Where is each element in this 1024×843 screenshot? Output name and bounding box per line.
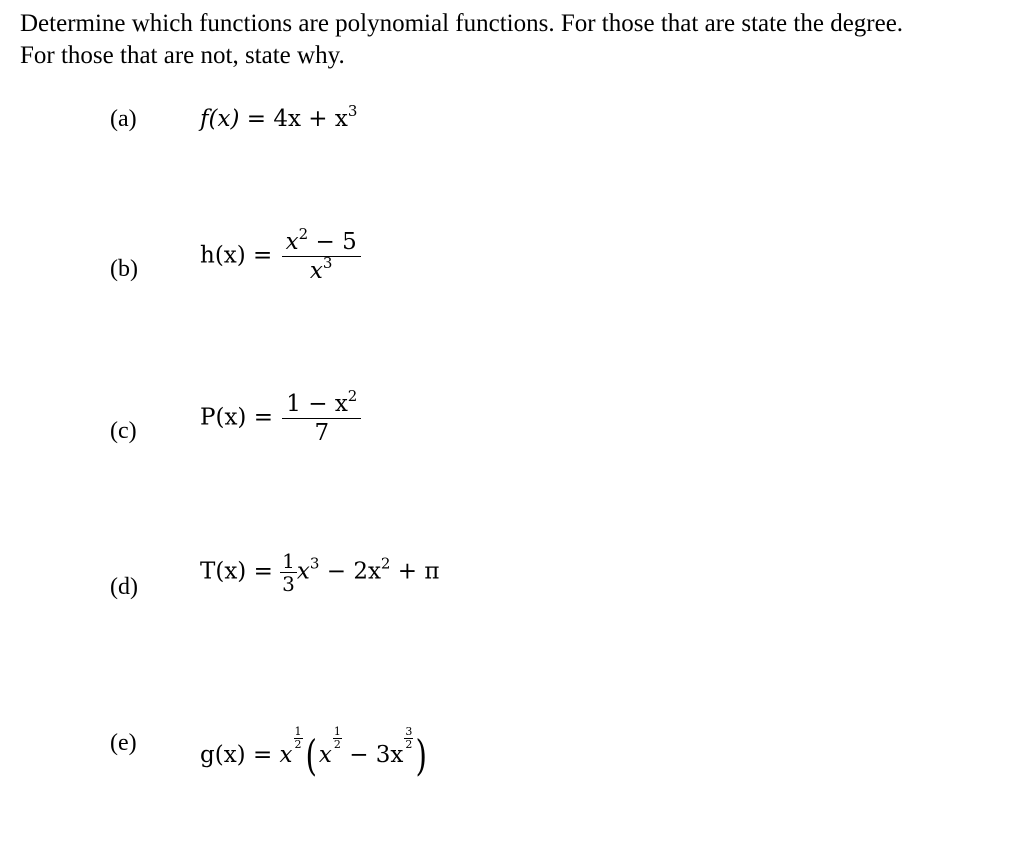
fraction [282,387,361,447]
problem-d [0,548,1024,668]
den-base: x [309,258,323,284]
denominator: 7 [314,420,330,446]
function-expression [200,102,358,132]
fraction [282,225,361,285]
num-rest: − 5 [308,229,357,255]
coefficient-fraction [280,550,297,595]
inner-exp2-den: 2 [405,738,413,751]
num-exponent: 2 [347,387,358,405]
problem-label: (d) [110,574,138,600]
num-base: x [285,229,299,255]
problem-label: (e) [110,730,137,756]
lhs: f(x) = [200,106,267,132]
problem-b [0,225,1024,348]
lhs: T(x) = [200,558,273,585]
problem-e [0,712,1024,832]
instructions [20,8,1010,72]
coef-denominator: 3 [282,572,295,596]
inner-mid: − 3x [341,742,404,768]
term2: − 2x [319,558,381,585]
den-exponent: 3 [322,254,333,272]
inner-exp1-den: 2 [333,738,341,751]
problem-label: (a) [110,106,137,132]
right-paren: ) [415,731,428,780]
exponent: 3 [347,102,358,120]
numerator [282,387,361,419]
lhs: h(x) = [200,242,273,269]
problem-c [0,387,1024,510]
instructions-line-2: For those that are not, state why. [20,42,345,69]
instructions-line-1: Determine which functions are polynomial functions. For those that are state the degree. [20,10,904,37]
coef-numerator: 1 [282,549,295,573]
function-expression [200,725,430,780]
inner-exp1-num: 1 [333,725,341,738]
inner-base-1: x [318,742,332,768]
problem-a [0,100,1024,220]
numerator [282,225,361,257]
inner-exponent-2 [404,726,413,751]
rhs: 4x + x [273,106,348,132]
outer-exp-den: 2 [294,738,302,751]
outer-exp-num: 1 [294,725,302,738]
lhs: P(x) = [200,404,273,431]
num-exponent: 2 [298,225,309,243]
function-expression [200,225,363,285]
denominator [282,254,361,285]
left-paren: ( [304,731,317,780]
problem-label: (b) [110,256,138,282]
term1-exponent: 3 [309,554,320,573]
term2-exponent: 2 [380,554,391,573]
inner-exponent-1 [333,726,342,751]
outer-exponent [294,726,303,751]
term3: + π [390,558,440,585]
inner-exp2-num: 3 [405,725,413,738]
function-expression [200,387,363,447]
problem-label: (c) [110,418,137,444]
num-base: 1 − x [286,391,348,417]
term1: x [296,558,310,585]
outer-base: x [279,742,293,768]
function-expression [200,550,439,595]
lhs: g(x) = [200,742,273,768]
